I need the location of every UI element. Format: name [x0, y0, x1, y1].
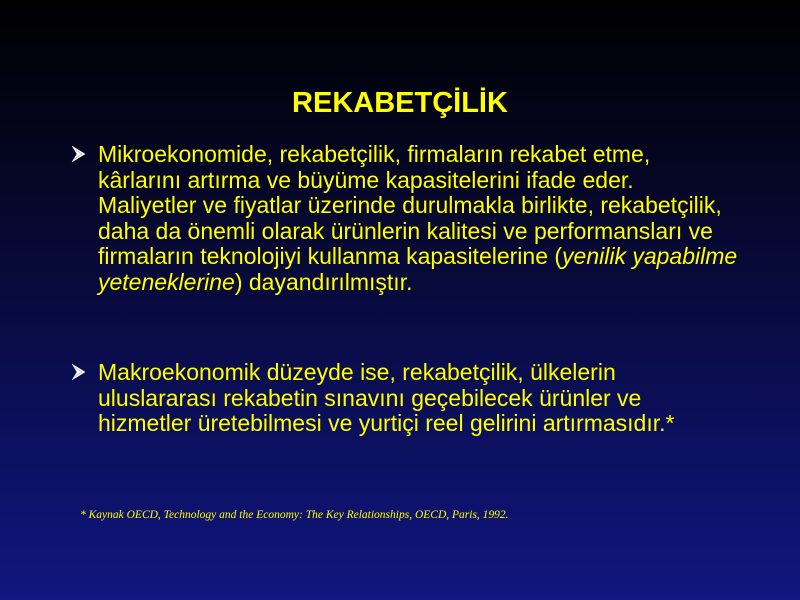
bullet-text: Makroekonomik düzeyde ise, rekabetçilik, ülkelerin uluslararası rekabetin sınavını geçebilecek ürünler ve hizmetler üretebilmesi ve yurtiçi reel gelirini artırmasıdır.*: [98, 359, 675, 437]
bullet-text: [98, 142, 738, 296]
chevron-arrow-icon: [70, 362, 88, 382]
source-footnote: * Kaynak OECD, Technology and the Economy: The Key Relationships, OECD, Paris, 1992.: [80, 509, 509, 521]
chevron-arrow-icon: [70, 144, 88, 164]
bullet-text-part: Mikroekonomide, rekabetçilik, firmaların rekabet etme, kârlarını artırma ve büyüme kapasitelerini ifade eder. Maliyetler ve fiyatlar üzerinde durulmakla birlikte, rekabetçilik, daha da önemli olarak ürünlerin kalitesi ve performansları ve firmaların teknolojiyi kullanma kapasitelerine (: [98, 141, 722, 270]
slide-title: REKABETÇİLİK: [292, 87, 508, 119]
bullet-text-part: ) dayandırılmıştır.: [234, 268, 413, 295]
bullet-text-italic: yenilik yapabilme yeteneklerine: [98, 243, 738, 295]
